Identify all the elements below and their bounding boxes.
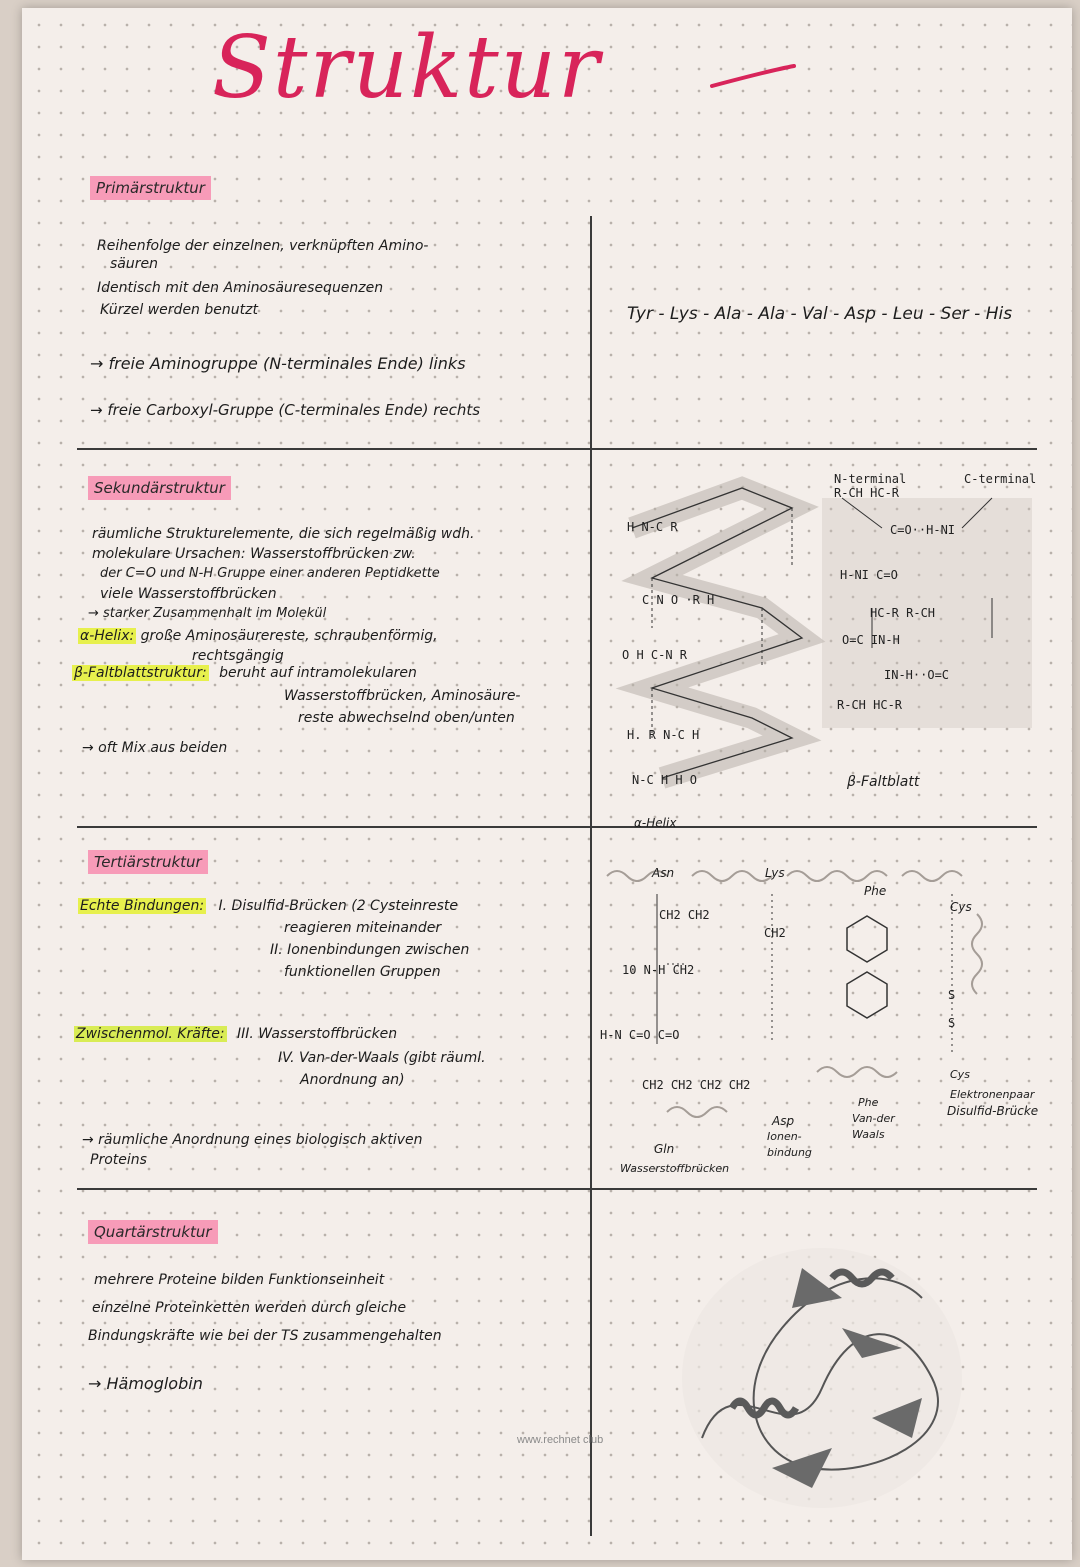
beta-atoms-2: C=O··H-NI: [890, 523, 956, 537]
divider-1: [77, 448, 1037, 450]
echte-1: I. Disulfid-Brücken (2 Cysteinreste: [218, 898, 459, 914]
tertiary-heading: Tertiärstruktur: [88, 850, 208, 874]
page-title: Struktur: [212, 18, 602, 118]
beta-sheet-text-2: Wasserstoffbrücken, Aminosäure-: [284, 688, 521, 704]
beta-atoms-1: R-CH HC-R: [834, 486, 900, 500]
cys-label: Cys: [950, 900, 972, 914]
quaternary-line-2: einzelne Proteinketten werden durch gleiche: [92, 1300, 407, 1316]
disulf-label-2: Disulfid-Brücke: [947, 1104, 1039, 1118]
tertiary-chem-1: CH2 CH2: [659, 908, 710, 922]
ion-label: Ionen-: [767, 1130, 802, 1143]
quaternary-example: → Hämoglobin: [88, 1374, 203, 1393]
primary-line-1: Reihenfolge der einzelnen, verknüpften Amino-: [97, 238, 429, 254]
center-divider: [590, 216, 592, 1536]
asp-label: Asp: [772, 1114, 795, 1128]
title-underline: [22, 8, 1072, 128]
vdw-label-2: Waals: [852, 1128, 885, 1141]
tertiary-result: → räumliche Anordnung eines biologisch aktiven: [82, 1132, 423, 1148]
beta-sheet-term: β-Faltblattstruktur:: [74, 665, 207, 681]
tertiary-chem-5: S: [948, 988, 956, 1002]
vdw-label: Van-der: [852, 1112, 895, 1125]
alpha-atoms-4: H. R N-C H: [627, 728, 700, 742]
alpha-atoms-1: H N-C R: [627, 520, 678, 534]
secondary-mix: → oft Mix aus beiden: [82, 740, 228, 756]
primary-line-3: Identisch mit den Aminosäuresequenzen: [97, 280, 384, 296]
divider-3: [77, 1188, 1037, 1190]
secondary-line-4: viele Wasserstoffbrücken: [100, 586, 277, 602]
alpha-atoms-5: N-C H H O: [632, 773, 698, 787]
beta-c-terminal: C-terminal: [964, 472, 1037, 486]
secondary-line-3: der C=O und N-H Gruppe einer anderen Peptidkette: [100, 566, 440, 581]
alpha-atoms-2: C N O ·R H: [642, 593, 715, 607]
beta-sheet-text-3: reste abwechselnd oben/unten: [298, 710, 515, 726]
disulf-label: Elektronenpaar: [950, 1088, 1035, 1101]
primary-line-4: Kürzel werden benutzt: [100, 302, 258, 318]
beta-sheet-row: [72, 663, 417, 683]
alpha-atoms-3: O H C-N R: [622, 648, 688, 662]
zwischen-row: [74, 1024, 397, 1044]
zw-4b: Anordnung an): [300, 1072, 405, 1088]
tertiary-result-2: Proteins: [90, 1152, 147, 1168]
echte-1b: reagieren miteinander: [284, 920, 442, 936]
beta-sheet-text: beruht auf intramolekularen: [219, 665, 417, 681]
alpha-helix-text-2: rechtsgängig: [192, 648, 284, 664]
gln-label: Gln: [654, 1142, 675, 1156]
beta-atoms-6: IN-H··O=C: [884, 668, 950, 682]
beta-n-terminal: N-terminal: [834, 472, 907, 486]
phe-label: Phe: [864, 884, 887, 898]
ion-label-2: bindung: [767, 1146, 812, 1159]
beta-atoms-4: HC-R R-CH: [870, 606, 936, 620]
asn-label: Asn: [652, 866, 675, 880]
alpha-helix-diagram: [592, 468, 822, 808]
beta-atoms-3: H-NI C=O: [840, 568, 898, 582]
tertiary-chem-7: CH2 CH2 CH2 CH2: [642, 1078, 751, 1092]
divider-2: [77, 826, 1037, 828]
echte-label: Echte Bindungen:: [80, 898, 205, 914]
tertiary-chem-3: 10 N-H CH2: [622, 963, 695, 977]
primary-line-6: → freie Carboxyl-Gruppe (C-terminales Ende) rechts: [90, 401, 481, 419]
notebook-page: [22, 8, 1072, 1560]
alpha-helix-term: α-Helix:: [80, 628, 135, 644]
quaternary-line-3: Bindungskräfte wie bei der TS zusammengehalten: [88, 1328, 442, 1344]
tertiary-chem-2: CH2: [764, 926, 786, 940]
zw-3: III. Wasserstoffbrücken: [237, 1026, 398, 1042]
quaternary-heading: Quartärstruktur: [88, 1220, 218, 1244]
echte-row: [78, 896, 458, 916]
alpha-helix-row: [78, 626, 438, 646]
alpha-helix-caption: α-Helix: [634, 816, 677, 830]
primary-line-5: → freie Aminogruppe (N-terminales Ende) links: [90, 354, 466, 373]
amino-acid-sequence: Tyr - Lys - Ala - Ala - Val - Asp - Leu - Ser - His: [627, 304, 1013, 324]
zw-4: IV. Van-der-Waals (gibt räuml.: [278, 1050, 486, 1066]
secondary-line-2: molekulare Ursachen: Wasserstoffbrücken zw.: [92, 546, 416, 562]
hemoglobin-ribbon-illustration: [672, 1238, 972, 1518]
secondary-heading: Sekundärstruktur: [88, 476, 231, 500]
secondary-line-5: → starker Zusammenhalt im Molekül: [88, 606, 327, 621]
tertiary-chem-6: S: [948, 1016, 956, 1030]
watermark: www.rechnet club: [517, 1434, 604, 1446]
lys-label: Lys: [765, 866, 785, 880]
tertiary-chem-4: H-N C=O C=O: [600, 1028, 680, 1042]
quaternary-line-1: mehrere Proteine bilden Funktionseinheit: [94, 1272, 385, 1288]
primary-heading: Primärstruktur: [90, 176, 211, 200]
beta-atoms-5: O=C IN-H: [842, 633, 900, 647]
alpha-helix-text: große Aminosäurereste, schraubenförmig,: [140, 628, 438, 644]
vdw-phe-label: Phe: [858, 1096, 879, 1109]
h-bridge-label: Wasserstoffbrücken: [620, 1162, 730, 1175]
beta-atoms-7: R-CH HC-R: [837, 698, 903, 712]
zwischen-label: Zwischenmol. Kräfte:: [76, 1026, 225, 1042]
echte-2: II. Ionenbindungen zwischen: [270, 942, 470, 958]
cys2-label: Cys: [950, 1068, 970, 1081]
secondary-line-1: räumliche Strukturelemente, die sich regelmäßig wdh.: [92, 526, 475, 542]
echte-2b: funktionellen Gruppen: [284, 964, 441, 980]
primary-line-2: säuren: [110, 256, 158, 272]
beta-sheet-caption: β-Faltblatt: [847, 774, 920, 790]
